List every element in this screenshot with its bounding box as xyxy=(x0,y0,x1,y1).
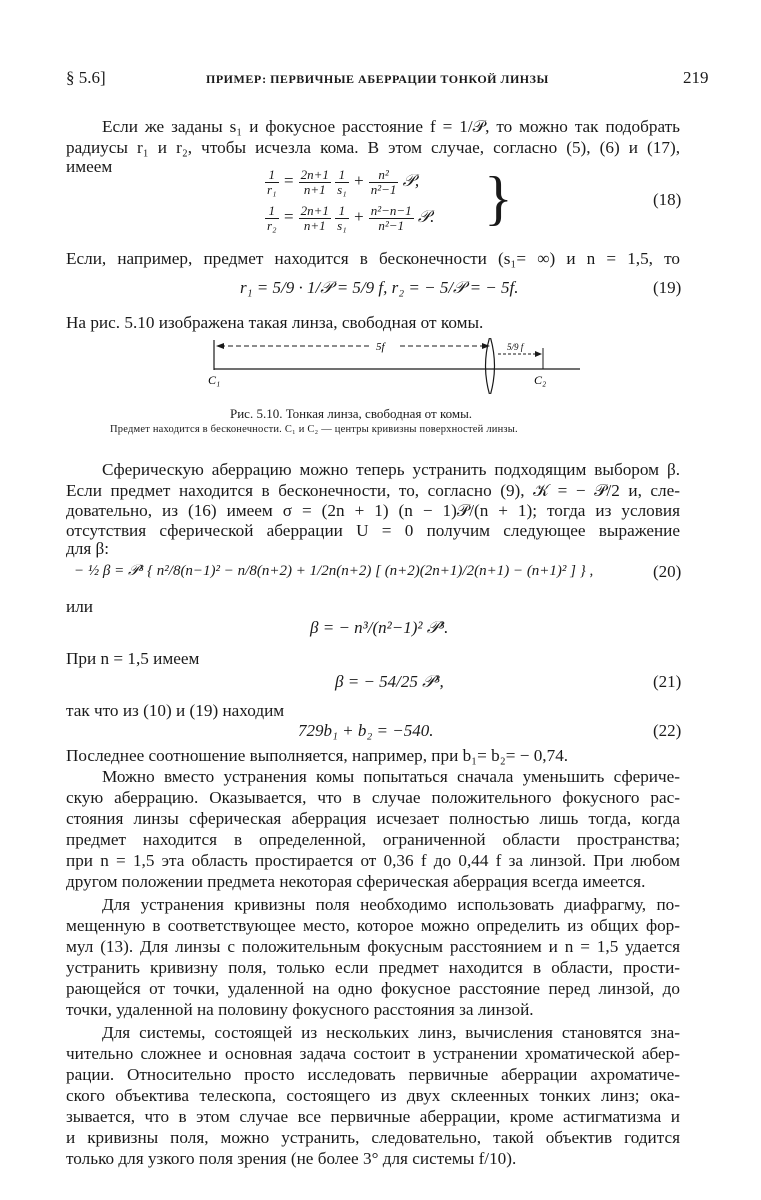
lens-right-surface xyxy=(490,338,495,394)
para4-line5: для β: xyxy=(66,539,110,558)
para10-line6: и кривизны поля, можно устранить, следовательно, такой объектив годится xyxy=(66,1128,680,1147)
para1-line1: Если же заданы s₁ и фокусное расстояние f = 1/𝒫, то можно так подобрать xyxy=(102,117,680,136)
para8-line6: другом положении предмета некоторая сферическая аберрация всегда имеется. xyxy=(66,872,646,891)
label-5-9f: 5/9 f xyxy=(507,342,524,352)
para9-line5: рающейся от точки, удаленной на одно фокусное расстояние перед линзой, до xyxy=(66,979,680,998)
eq21: β = − 54/25 𝒫³, xyxy=(335,672,444,691)
para10-line1: Для системы, состоящей из нескольких линз, вычисления становятся зна- xyxy=(102,1023,680,1042)
frac-1-s1-b: $\frac{1}{\text{s₁}}$ xyxy=(337,203,347,233)
para8-line3: стояния линзы сферическая аберрация исчезает полностью лишь тогда, когда xyxy=(66,809,680,828)
para10-line3: рации. Относительно просто исследовать первичные аберрации ахроматиче- xyxy=(66,1065,680,1084)
para4-line4: отсутствия сферической аберрации U = 0 получим следующее выражение xyxy=(66,521,680,540)
para3: На рис. 5.10 изображена такая линза, свободная от комы. xyxy=(66,313,484,332)
eq18-line1: $\frac{1}{\text{r₁}}$ = $\frac{2n+1}{n+1}$ $\frac{1}{\text{s₁}}$ + $\frac{\text{n²}}{\text{n²−1}}$ 𝒫, xyxy=(267,167,420,197)
para8-line2: скую аберрацию. Оказывается, что в случае положительного фокусного рас- xyxy=(66,788,680,807)
para8-line4: предмет находится в определенной, ограниченной области пространства; xyxy=(66,830,680,849)
eq21-label: (21) xyxy=(653,672,682,691)
frac-2n1-n1: $\frac{2n+1}{n+1}$ xyxy=(300,167,329,197)
frac-n2n1-n2m1: $\frac{\text{n²−n−1}}{\text{n²−1}}$ xyxy=(370,203,412,233)
para10-line4: ского объектива телескопа, состоящего из двух склеенных тонких линз; ока- xyxy=(66,1086,680,1105)
label-5f: 5f xyxy=(376,341,385,353)
arrow-5f-right xyxy=(482,343,490,349)
para8-line1: Можно вместо устранения комы попытаться сначала уменьшить сфериче- xyxy=(102,767,680,786)
eq20b: β = − n³/(n²−1)² 𝒫³. xyxy=(310,618,449,637)
figure-5-10 xyxy=(200,338,590,394)
para4-line3: довательно, из (16) имеем σ = (2n + 1) (n − 1)𝒫/(n + 1); тогда из условия xyxy=(66,501,680,520)
para9-line1: Для устранения кривизны поля необходимо использовать диафрагму, по- xyxy=(102,895,680,914)
eq18-label: (18) xyxy=(653,190,682,209)
right-brace: } xyxy=(484,165,513,231)
arrow-5-9f xyxy=(535,351,542,357)
frac-n2-n2m1: $\frac{\text{n²}}{\text{n²−1}}$ xyxy=(370,167,397,197)
frac-1-s1: $\frac{1}{\text{s₁}}$ xyxy=(337,167,347,197)
para4-line2: Если предмет находится в бесконечности, то, согласно (9), 𝒦 = − 𝒫/2 и, сле- xyxy=(66,481,680,500)
or-word: или xyxy=(66,597,93,616)
eq22: 729b₁ + b₂ = −540. xyxy=(298,721,434,740)
section-number: § 5.6] xyxy=(66,68,106,87)
para6: так что из (10) и (19) находим xyxy=(66,701,285,720)
label-c1: C₁ xyxy=(208,373,221,387)
label-c2: C₂ xyxy=(534,373,547,387)
para4-line1: Сферическую аберрацию можно теперь устранить подходящим выбором β. xyxy=(102,460,680,479)
frac-2n1-n1-b: $\frac{2n+1}{n+1}$ xyxy=(300,203,329,233)
frac-1-r1: $\frac{1}{\text{r₁}}$ xyxy=(267,167,277,197)
para10-line5: зывается, что в этом случае все первичные аберрации, кроме астигматизма и xyxy=(66,1107,680,1126)
para1-line3: имеем xyxy=(66,157,113,176)
eq19-label: (19) xyxy=(653,278,682,297)
para9-line3: мул (13). Для линзы с положительным фокусным расстоянием и n = 1,5 удается xyxy=(66,937,680,956)
para9-line2: мещенную в соответствующее место, которое можно определить из общих фор- xyxy=(66,916,680,935)
para10-line2: чительно сложнее и основная задача состоит в устранении хроматической абер- xyxy=(66,1044,680,1063)
figure-subcaption: Предмет находится в бесконечности. C₁ и C₂ — центры кривизны поверхностей линзы. xyxy=(110,424,518,435)
eq20: − ½ β = 𝒫³ { n²/8(n−1)² − n/8(n+2) + 1/2n(n+2) [ (n+2)(2n+1)/2(n+1) − (n+1)² ] } , xyxy=(74,563,594,579)
para2: Если, например, предмет находится в бесконечности (s₁= ∞) и n = 1,5, то xyxy=(66,249,680,268)
para10-line7: только для узкого поля зрения (не более 3° для системы f/10). xyxy=(66,1149,517,1168)
running-title: ПРИМЕР: ПЕРВИЧНЫЕ АБЕРРАЦИИ ТОНКОЙ ЛИНЗЫ xyxy=(206,72,549,86)
para1-line2: радиусы r₁ и r₂, чтобы исчезла кома. В этом случае, согласно (5), (6) и (17), xyxy=(66,138,680,157)
para5: При n = 1,5 имеем xyxy=(66,649,200,668)
para8-line5: при n = 1,5 эта область простирается от 0,36 f до 0,44 f за линзой. При любом xyxy=(66,851,680,870)
para7: Последнее соотношение выполняется, например, при b₁= b₂= − 0,74. xyxy=(66,746,569,765)
page-number: 219 xyxy=(683,68,709,87)
figure-caption: Рис. 5.10. Тонкая линза, свободная от комы. xyxy=(230,406,473,421)
para9-line6: точки, удаленной на половину фокусного расстояния за линзой. xyxy=(66,1000,534,1019)
eq22-label: (22) xyxy=(653,721,682,740)
frac-1-r2: $\frac{1}{\text{r₂}}$ xyxy=(267,203,277,233)
para9-line4: устранить кривизну поля, только если предмет находится в области, прости- xyxy=(66,958,680,977)
eq18-line2: $\frac{1}{\text{r₂}}$ = $\frac{2n+1}{n+1}$ $\frac{1}{\text{s₁}}$ + $\frac{\text{n²−n−1}}{\text{n²−1}}$ 𝒫. xyxy=(267,203,435,233)
eq19: r₁ = 5/9 · 1/𝒫 = 5/9 f, r₂ = − 5/𝒫 = − 5f. xyxy=(240,278,519,297)
eq20-label: (20) xyxy=(653,562,682,581)
arrow-5f-left xyxy=(216,343,224,349)
